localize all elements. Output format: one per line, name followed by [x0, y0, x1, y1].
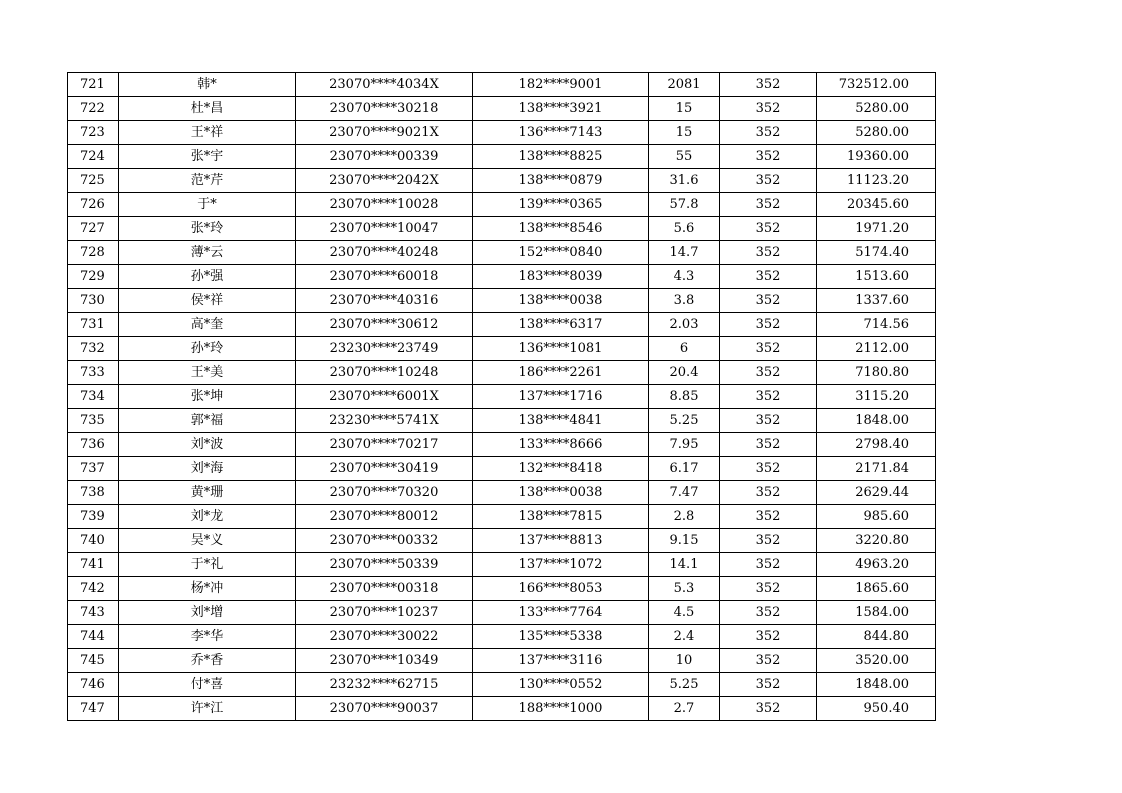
- row-number: 743: [68, 601, 119, 625]
- phone-cell: 186****2261: [473, 361, 649, 385]
- unit-price-cell: 352: [720, 553, 817, 577]
- phone-cell: 137****1072: [473, 553, 649, 577]
- quantity-cell: 4.5: [649, 601, 720, 625]
- phone-cell: 135****5338: [473, 625, 649, 649]
- name-cell: 侯*祥: [119, 289, 296, 313]
- name-cell: 孙*玲: [119, 337, 296, 361]
- name-cell: 于*礼: [119, 553, 296, 577]
- phone-cell: 132****8418: [473, 457, 649, 481]
- name-cell: 许*江: [119, 697, 296, 721]
- id-number-cell: 23070****30419: [296, 457, 473, 481]
- name-cell: 吴*义: [119, 529, 296, 553]
- unit-price-cell: 352: [720, 97, 817, 121]
- amount-cell: 950.40: [817, 697, 936, 721]
- row-number: 721: [68, 73, 119, 97]
- table-row: [68, 169, 936, 193]
- table-row: [68, 697, 936, 721]
- quantity-cell: 20.4: [649, 361, 720, 385]
- row-number: 744: [68, 625, 119, 649]
- amount-cell: 1584.00: [817, 601, 936, 625]
- table-row: [68, 97, 936, 121]
- row-number: 745: [68, 649, 119, 673]
- name-cell: 刘*增: [119, 601, 296, 625]
- id-number-cell: 23070****00339: [296, 145, 473, 169]
- phone-cell: 138****3921: [473, 97, 649, 121]
- unit-price-cell: 352: [720, 217, 817, 241]
- quantity-cell: 14.1: [649, 553, 720, 577]
- row-number: 737: [68, 457, 119, 481]
- phone-cell: 133****8666: [473, 433, 649, 457]
- name-cell: 张*宇: [119, 145, 296, 169]
- table-row: [68, 313, 936, 337]
- unit-price-cell: 352: [720, 697, 817, 721]
- unit-price-cell: 352: [720, 73, 817, 97]
- row-number: 735: [68, 409, 119, 433]
- row-number: 747: [68, 697, 119, 721]
- row-number: 734: [68, 385, 119, 409]
- amount-cell: 2112.00: [817, 337, 936, 361]
- name-cell: 刘*海: [119, 457, 296, 481]
- amount-cell: 1513.60: [817, 265, 936, 289]
- row-number: 739: [68, 505, 119, 529]
- amount-cell: 3115.20: [817, 385, 936, 409]
- id-number-cell: 23070****10248: [296, 361, 473, 385]
- table-row: [68, 625, 936, 649]
- table-row: [68, 481, 936, 505]
- unit-price-cell: 352: [720, 337, 817, 361]
- name-cell: 张*玲: [119, 217, 296, 241]
- name-cell: 付*喜: [119, 673, 296, 697]
- amount-cell: 3520.00: [817, 649, 936, 673]
- name-cell: 王*美: [119, 361, 296, 385]
- id-number-cell: 23070****90037: [296, 697, 473, 721]
- amount-cell: 2629.44: [817, 481, 936, 505]
- amount-cell: 844.80: [817, 625, 936, 649]
- table-row: [68, 121, 936, 145]
- phone-cell: 133****7764: [473, 601, 649, 625]
- unit-price-cell: 352: [720, 505, 817, 529]
- id-number-cell: 23070****70320: [296, 481, 473, 505]
- phone-cell: 138****6317: [473, 313, 649, 337]
- amount-cell: 20345.60: [817, 193, 936, 217]
- quantity-cell: 2.4: [649, 625, 720, 649]
- table-row: [68, 601, 936, 625]
- quantity-cell: 2.8: [649, 505, 720, 529]
- quantity-cell: 5.25: [649, 409, 720, 433]
- unit-price-cell: 352: [720, 289, 817, 313]
- quantity-cell: 7.95: [649, 433, 720, 457]
- row-number: 730: [68, 289, 119, 313]
- quantity-cell: 2.03: [649, 313, 720, 337]
- quantity-cell: 2081: [649, 73, 720, 97]
- quantity-cell: 6.17: [649, 457, 720, 481]
- amount-cell: 732512.00: [817, 73, 936, 97]
- row-number: 736: [68, 433, 119, 457]
- quantity-cell: 7.47: [649, 481, 720, 505]
- table-row: [68, 433, 936, 457]
- quantity-cell: 4.3: [649, 265, 720, 289]
- table-row: [68, 457, 936, 481]
- table-row: [68, 505, 936, 529]
- phone-cell: 166****8053: [473, 577, 649, 601]
- amount-cell: 1848.00: [817, 673, 936, 697]
- table-row: [68, 265, 936, 289]
- quantity-cell: 5.3: [649, 577, 720, 601]
- unit-price-cell: 352: [720, 385, 817, 409]
- amount-cell: 1865.60: [817, 577, 936, 601]
- phone-cell: 137****8813: [473, 529, 649, 553]
- row-number: 740: [68, 529, 119, 553]
- table-row: [68, 385, 936, 409]
- amount-cell: 1971.20: [817, 217, 936, 241]
- name-cell: 刘*波: [119, 433, 296, 457]
- name-cell: 杜*昌: [119, 97, 296, 121]
- table-row: [68, 409, 936, 433]
- table-row: [68, 529, 936, 553]
- phone-cell: 138****0038: [473, 481, 649, 505]
- amount-cell: 5174.40: [817, 241, 936, 265]
- phone-cell: 138****0879: [473, 169, 649, 193]
- quantity-cell: 9.15: [649, 529, 720, 553]
- id-number-cell: 23070****30022: [296, 625, 473, 649]
- quantity-cell: 14.7: [649, 241, 720, 265]
- row-number: 724: [68, 145, 119, 169]
- table-row: [68, 361, 936, 385]
- unit-price-cell: 352: [720, 145, 817, 169]
- amount-cell: 1848.00: [817, 409, 936, 433]
- row-number: 733: [68, 361, 119, 385]
- unit-price-cell: 352: [720, 577, 817, 601]
- table-row: [68, 673, 936, 697]
- phone-cell: 136****1081: [473, 337, 649, 361]
- amount-cell: 714.56: [817, 313, 936, 337]
- quantity-cell: 57.8: [649, 193, 720, 217]
- table-row: [68, 553, 936, 577]
- quantity-cell: 6: [649, 337, 720, 361]
- phone-cell: 152****0840: [473, 241, 649, 265]
- unit-price-cell: 352: [720, 193, 817, 217]
- table-row: [68, 577, 936, 601]
- unit-price-cell: 352: [720, 433, 817, 457]
- quantity-cell: 3.8: [649, 289, 720, 313]
- quantity-cell: 2.7: [649, 697, 720, 721]
- name-cell: 李*华: [119, 625, 296, 649]
- id-number-cell: 23070****30612: [296, 313, 473, 337]
- unit-price-cell: 352: [720, 673, 817, 697]
- quantity-cell: 15: [649, 121, 720, 145]
- row-number: 726: [68, 193, 119, 217]
- row-number: 746: [68, 673, 119, 697]
- row-number: 729: [68, 265, 119, 289]
- id-number-cell: 23070****60018: [296, 265, 473, 289]
- name-cell: 刘*龙: [119, 505, 296, 529]
- amount-cell: 2798.40: [817, 433, 936, 457]
- phone-cell: 182****9001: [473, 73, 649, 97]
- table-row: [68, 649, 936, 673]
- quantity-cell: 31.6: [649, 169, 720, 193]
- table-row: [68, 73, 936, 97]
- unit-price-cell: 352: [720, 313, 817, 337]
- amount-cell: 3220.80: [817, 529, 936, 553]
- name-cell: 薄*云: [119, 241, 296, 265]
- id-number-cell: 23070****30218: [296, 97, 473, 121]
- name-cell: 高*奎: [119, 313, 296, 337]
- row-number: 742: [68, 577, 119, 601]
- phone-cell: 183****8039: [473, 265, 649, 289]
- table-row: [68, 193, 936, 217]
- table-row: [68, 241, 936, 265]
- id-number-cell: 23070****10237: [296, 601, 473, 625]
- phone-cell: 137****3116: [473, 649, 649, 673]
- amount-cell: 11123.20: [817, 169, 936, 193]
- row-number: 728: [68, 241, 119, 265]
- id-number-cell: 23070****4034X: [296, 73, 473, 97]
- unit-price-cell: 352: [720, 457, 817, 481]
- name-cell: 黄*珊: [119, 481, 296, 505]
- id-number-cell: 23070****00332: [296, 529, 473, 553]
- row-number: 725: [68, 169, 119, 193]
- id-number-cell: 23070****2042X: [296, 169, 473, 193]
- table-row: [68, 217, 936, 241]
- unit-price-cell: 352: [720, 529, 817, 553]
- row-number: 723: [68, 121, 119, 145]
- phone-cell: 137****1716: [473, 385, 649, 409]
- id-number-cell: 23070****40248: [296, 241, 473, 265]
- quantity-cell: 8.85: [649, 385, 720, 409]
- quantity-cell: 55: [649, 145, 720, 169]
- amount-cell: 4963.20: [817, 553, 936, 577]
- table-row: [68, 145, 936, 169]
- phone-cell: 138****7815: [473, 505, 649, 529]
- amount-cell: 2171.84: [817, 457, 936, 481]
- unit-price-cell: 352: [720, 361, 817, 385]
- row-number: 722: [68, 97, 119, 121]
- phone-cell: 136****7143: [473, 121, 649, 145]
- name-cell: 范*芹: [119, 169, 296, 193]
- row-number: 738: [68, 481, 119, 505]
- row-number: 732: [68, 337, 119, 361]
- name-cell: 杨*冲: [119, 577, 296, 601]
- id-number-cell: 23070****00318: [296, 577, 473, 601]
- table-row: [68, 337, 936, 361]
- unit-price-cell: 352: [720, 265, 817, 289]
- id-number-cell: 23070****10349: [296, 649, 473, 673]
- name-cell: 韩*: [119, 73, 296, 97]
- table-row: [68, 289, 936, 313]
- id-number-cell: 23230****5741X: [296, 409, 473, 433]
- name-cell: 孙*强: [119, 265, 296, 289]
- amount-cell: 5280.00: [817, 121, 936, 145]
- name-cell: 张*坤: [119, 385, 296, 409]
- quantity-cell: 5.25: [649, 673, 720, 697]
- row-number: 727: [68, 217, 119, 241]
- amount-cell: 985.60: [817, 505, 936, 529]
- amount-cell: 1337.60: [817, 289, 936, 313]
- quantity-cell: 10: [649, 649, 720, 673]
- table-body: [68, 73, 936, 721]
- id-number-cell: 23230****23749: [296, 337, 473, 361]
- phone-cell: 138****8825: [473, 145, 649, 169]
- quantity-cell: 15: [649, 97, 720, 121]
- name-cell: 于*: [119, 193, 296, 217]
- amount-cell: 5280.00: [817, 97, 936, 121]
- id-number-cell: 23070****50339: [296, 553, 473, 577]
- unit-price-cell: 352: [720, 241, 817, 265]
- unit-price-cell: 352: [720, 649, 817, 673]
- phone-cell: 130****0552: [473, 673, 649, 697]
- name-cell: 乔*香: [119, 649, 296, 673]
- unit-price-cell: 352: [720, 121, 817, 145]
- name-cell: 王*祥: [119, 121, 296, 145]
- phone-cell: 138****4841: [473, 409, 649, 433]
- amount-cell: 19360.00: [817, 145, 936, 169]
- unit-price-cell: 352: [720, 409, 817, 433]
- name-cell: 郭*福: [119, 409, 296, 433]
- row-number: 731: [68, 313, 119, 337]
- id-number-cell: 23232****62715: [296, 673, 473, 697]
- unit-price-cell: 352: [720, 169, 817, 193]
- id-number-cell: 23070****6001X: [296, 385, 473, 409]
- id-number-cell: 23070****9021X: [296, 121, 473, 145]
- unit-price-cell: 352: [720, 481, 817, 505]
- quantity-cell: 5.6: [649, 217, 720, 241]
- id-number-cell: 23070****80012: [296, 505, 473, 529]
- payment-table: [67, 72, 936, 721]
- phone-cell: 188****1000: [473, 697, 649, 721]
- id-number-cell: 23070****40316: [296, 289, 473, 313]
- phone-cell: 139****0365: [473, 193, 649, 217]
- id-number-cell: 23070****10047: [296, 217, 473, 241]
- phone-cell: 138****0038: [473, 289, 649, 313]
- id-number-cell: 23070****10028: [296, 193, 473, 217]
- id-number-cell: 23070****70217: [296, 433, 473, 457]
- amount-cell: 7180.80: [817, 361, 936, 385]
- phone-cell: 138****8546: [473, 217, 649, 241]
- unit-price-cell: 352: [720, 625, 817, 649]
- row-number: 741: [68, 553, 119, 577]
- unit-price-cell: 352: [720, 601, 817, 625]
